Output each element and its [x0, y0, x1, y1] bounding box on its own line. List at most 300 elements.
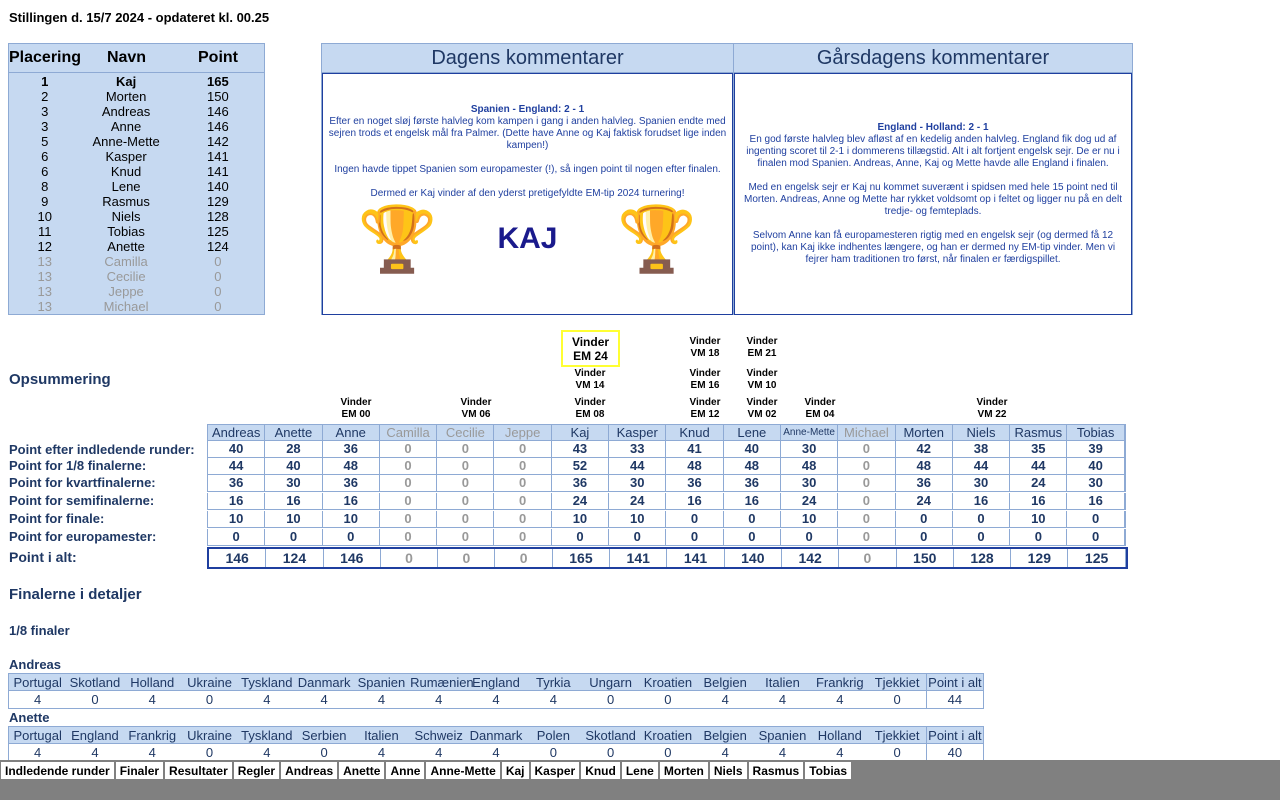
- sheet-tab-kasper[interactable]: Kasper: [530, 762, 581, 780]
- standings-name: Anne-Mette: [92, 134, 160, 149]
- summary-total-cell: 129: [1011, 549, 1068, 567]
- yesterdays-match: England - Holland: 2 - 1: [877, 122, 989, 133]
- details-points: 0: [549, 745, 557, 760]
- sheet-tab-rasmus[interactable]: Rasmus: [748, 762, 805, 780]
- standings-row: [9, 164, 264, 179]
- summary-cell: 41: [666, 441, 723, 457]
- summary-name: Niels: [953, 425, 1010, 440]
- winner-badge-knud-em12: [681, 397, 729, 421]
- standings-place: 6: [41, 149, 49, 164]
- summary-cell: 16: [953, 493, 1010, 509]
- details-points: 4: [435, 692, 443, 707]
- details-team: Tyskland: [241, 675, 293, 690]
- details-team: Holland: [130, 675, 175, 690]
- details-team: Spanien: [357, 675, 406, 690]
- summary-name: Morten: [896, 425, 953, 440]
- summary-cell: 16: [208, 493, 265, 509]
- details-points: 4: [91, 745, 99, 760]
- summary-cell: 0: [437, 529, 494, 545]
- standings-row: [9, 179, 264, 194]
- summary-cell: 0: [781, 529, 838, 545]
- details-points: 4: [778, 692, 787, 707]
- summary-cell: 0: [380, 458, 437, 474]
- col-point: Point: [198, 49, 238, 66]
- summary-cell: 0: [380, 475, 437, 491]
- summary-cell: 0: [494, 458, 551, 474]
- sheet-tabs: [0, 762, 852, 780]
- summary-cell: 39: [1067, 441, 1124, 457]
- details-points-row: [9, 691, 983, 708]
- standings-place: 9: [41, 194, 49, 209]
- details-points: 4: [549, 692, 557, 707]
- todays-match: Spanien - England: 2 - 1: [470, 104, 585, 115]
- details-points: 4: [721, 692, 729, 707]
- winner-tournament: EM 04: [805, 409, 835, 420]
- details-header-row: [9, 674, 983, 691]
- summary-cell: 48: [781, 458, 838, 474]
- details-team: Ungarn: [589, 675, 632, 690]
- standings-name: Jeppe: [108, 284, 144, 299]
- todays-comments-title: Dagens kommentarer: [322, 44, 733, 73]
- winner-tournament: EM 12: [690, 409, 720, 420]
- summary-cell: 44: [609, 458, 666, 474]
- details-player-name: Anette: [9, 710, 50, 725]
- summary-total-cell: 150: [897, 549, 954, 567]
- standings-points: 125: [207, 224, 229, 239]
- standings-name: Kaj: [115, 74, 137, 89]
- summary-cell: 0: [1010, 529, 1067, 545]
- standings-points: 0: [214, 299, 222, 314]
- summary-total-cell: 146: [324, 549, 381, 567]
- summary-row-label: Point for semifinalerne:: [9, 493, 155, 508]
- winner-label: Vinder: [746, 336, 778, 347]
- sheet-tab-anne[interactable]: Anne: [385, 762, 425, 780]
- standings-row: [9, 194, 264, 209]
- todays-comments-body: [322, 73, 733, 315]
- summary-total-cell: 0: [438, 549, 495, 567]
- summary-name: Anette: [265, 425, 322, 440]
- summary-cell: 30: [953, 475, 1010, 491]
- winner-badge-knud-vm18: [681, 336, 729, 360]
- summary-cell: 36: [666, 475, 723, 491]
- summary-cell: 0: [724, 511, 781, 527]
- winner-label: Vinder: [746, 368, 778, 379]
- summary-cell: 48: [666, 458, 723, 474]
- winner-tournament: VM 06: [461, 409, 491, 420]
- yesterdays-p3: Selvom Anne kan få europamesteren rigtig med en engelsk sejr (og dermed få 12 point), kan Kaj ikke indhentes længere, og han er dermed ny EM-tip vinder. Men vi fejrer ham traditionen tro først, når finalen er færdigspillet.: [750, 230, 1116, 265]
- trophy-icon: 🏆: [357, 203, 438, 275]
- summary-total-cell: 146: [209, 549, 266, 567]
- standings-row: [9, 299, 264, 314]
- summary-total-cell: 141: [610, 549, 667, 567]
- todays-p1: Efter en noget sløj første halvleg kom kampen i gang i anden halvleg. Spanien endte med sejren trods et engelsk mål fra Palmer. (Dette have Anne og Kaj faktisk forudset lige inden kampen!): [328, 116, 727, 151]
- details-points: 4: [721, 745, 729, 760]
- details-team: Skotland: [585, 728, 636, 743]
- summary-cell: 30: [781, 475, 838, 491]
- winner-label: Vinder: [804, 397, 836, 408]
- summary-cell: 16: [666, 493, 723, 509]
- summary-cell: 30: [265, 475, 322, 491]
- summary-total-cell: 125: [1068, 549, 1125, 567]
- summary-cell: 0: [1067, 529, 1124, 545]
- summary-total-cell: 128: [954, 549, 1011, 567]
- summary-name: Anne: [323, 425, 380, 440]
- summary-cell: 16: [265, 493, 322, 509]
- summary-cell: 10: [265, 511, 322, 527]
- standings-name: Anne: [110, 119, 142, 134]
- winner-tournament: EM 24: [573, 349, 608, 363]
- details-team: England: [71, 728, 119, 743]
- summary-cell: 48: [724, 458, 781, 474]
- standings-row: [9, 254, 264, 269]
- details-team: Danmark: [469, 728, 523, 743]
- standings-row: [9, 149, 264, 164]
- details-team: Italien: [765, 675, 800, 690]
- summary-name: Jeppe: [494, 425, 551, 440]
- sheet-tab-regler[interactable]: Regler: [233, 762, 280, 780]
- summary-cell: 10: [781, 511, 838, 527]
- summary-row-label: Point efter indledende runder:: [9, 442, 195, 457]
- summary-total-label: Point i alt:: [9, 549, 77, 565]
- details-team: Portugal: [13, 675, 62, 690]
- standings-points: 165: [207, 74, 229, 89]
- summary-cell: 0: [953, 529, 1010, 545]
- standings-row: [9, 89, 264, 104]
- summary-name: Tobias: [1067, 425, 1124, 440]
- summary-total-cell: 124: [266, 549, 323, 567]
- sheet-tab-niels[interactable]: Niels: [709, 762, 748, 780]
- summary-cell: 30: [609, 475, 666, 491]
- summary-cell: 40: [208, 441, 265, 457]
- summary-cell: 0: [666, 511, 723, 527]
- standings-name: Andreas: [101, 104, 151, 119]
- standings-points: 142: [207, 134, 229, 149]
- summary-cell: 0: [494, 475, 551, 491]
- summary-name: Rasmus: [1010, 425, 1067, 440]
- summary-name: Lene: [724, 425, 781, 440]
- standings-name: Lene: [111, 179, 141, 194]
- summary-cell: 40: [265, 458, 322, 474]
- winner-label: Vinder: [976, 397, 1008, 408]
- summary-title: Opsummering: [9, 371, 111, 388]
- status-line: Stillingen d. 15/7 2024 - opdateret kl. 00.25: [9, 10, 270, 25]
- winner-tournament: VM 22: [977, 409, 1007, 420]
- summary-cell: 0: [896, 511, 953, 527]
- summary-row-label: Point for finale:: [9, 511, 105, 526]
- details-points: 0: [320, 745, 328, 760]
- details-team: Rumænien: [410, 675, 474, 690]
- summary-name: Kaj: [552, 425, 609, 440]
- winner-badge-lene-vm10: [738, 368, 786, 392]
- standings-place: 1: [41, 74, 49, 89]
- summary-cell: 0: [437, 511, 494, 527]
- details-player-name: Andreas: [9, 657, 62, 672]
- standings-name: Cecilie: [106, 269, 146, 284]
- details-points: 4: [263, 692, 271, 707]
- details-points: 4: [778, 745, 787, 760]
- winner-tournament: VM 02: [747, 409, 777, 420]
- details-points: 4: [377, 692, 386, 707]
- summary-cell: 0: [437, 475, 494, 491]
- summary-total-cell: 0: [495, 549, 552, 567]
- summary-cell: 0: [838, 475, 895, 491]
- standings-points: 0: [214, 284, 222, 299]
- summary-row: [207, 511, 1126, 528]
- summary-cell: 24: [1010, 475, 1067, 491]
- sheet-tab-anne-mette[interactable]: Anne-Mette: [425, 762, 500, 780]
- summary-cell: 0: [838, 529, 895, 545]
- winner-badge-kaj-em08: [566, 397, 614, 421]
- details-points: 4: [492, 745, 500, 760]
- standings-row: [9, 134, 264, 149]
- details-points: 4: [320, 692, 328, 707]
- winner-badge-niels-vm22: [968, 397, 1016, 421]
- sheet-tab-tobias[interactable]: Tobias: [804, 762, 852, 780]
- standings-place: 13: [37, 269, 52, 284]
- summary-total-cell: 165: [553, 549, 610, 567]
- summary-cell: 0: [494, 441, 551, 457]
- sheet-tab-lene[interactable]: Lene: [621, 762, 659, 780]
- sheet-tab-bar: [0, 760, 1280, 800]
- standings-name: Niels: [111, 209, 141, 224]
- summary-cell: 0: [609, 529, 666, 545]
- standings-row: [9, 119, 264, 134]
- details-points: 4: [263, 745, 271, 760]
- details-team: Skotland: [69, 675, 121, 690]
- standings-points: 146: [207, 104, 229, 119]
- standings-points: 146: [207, 119, 229, 134]
- details-points: 4: [148, 745, 156, 760]
- summary-cell: 30: [781, 441, 838, 457]
- sheet-tab-kaj[interactable]: Kaj: [501, 762, 530, 780]
- summary-cell: 0: [380, 529, 437, 545]
- details-team: Kroatien: [643, 728, 693, 743]
- details-points: 0: [664, 692, 672, 707]
- details-points: 0: [205, 745, 214, 760]
- details-team: Tjekkiet: [874, 675, 920, 690]
- winner-badge-lene-em21: [738, 336, 786, 360]
- standings-place: 5: [41, 134, 49, 149]
- summary-cell: 36: [208, 475, 265, 491]
- winner-badge-andreas-em00: [332, 397, 380, 421]
- details-team: Frankrig: [815, 675, 864, 690]
- summary-cell: 16: [323, 493, 380, 509]
- summary-cell: 43: [552, 441, 609, 457]
- winner-tournament: VM 10: [747, 380, 777, 391]
- winner-label: Vinder: [571, 335, 610, 349]
- winner-badge-kaj-vm14: [566, 368, 614, 392]
- winner-celebration: [328, 204, 727, 274]
- details-team: Kroatien: [643, 675, 693, 690]
- summary-row: [207, 529, 1126, 546]
- details-subtitle: 1/8 finaler: [9, 623, 70, 638]
- winner-badge-kaj-em24: [561, 330, 620, 367]
- sheet-tab-anette[interactable]: Anette: [338, 762, 385, 780]
- details-points: 40: [926, 744, 983, 761]
- summary-cell: 38: [953, 441, 1010, 457]
- winner-label: Vinder: [689, 397, 721, 408]
- standings-name: Camilla: [104, 254, 148, 269]
- summary-row: [207, 493, 1126, 510]
- details-team: Ukraine: [187, 675, 232, 690]
- summary-cell: 0: [437, 458, 494, 474]
- standings-place: 13: [37, 284, 52, 299]
- details-points: 0: [893, 692, 901, 707]
- summary-cell: 0: [380, 441, 437, 457]
- standings-points: 141: [207, 164, 229, 179]
- details-team: Italien: [364, 728, 399, 743]
- details-team: Polen: [536, 728, 570, 743]
- winner-label: Vinder: [460, 397, 492, 408]
- summary-cell: 0: [838, 458, 895, 474]
- summary-cell: 35: [1010, 441, 1067, 457]
- summary-cell: 0: [552, 529, 609, 545]
- standings-place: 12: [37, 239, 52, 254]
- summary-cell: 24: [781, 493, 838, 509]
- sheet-tab-resultater[interactable]: Resultater: [164, 762, 233, 780]
- details-points: 4: [34, 692, 42, 707]
- standings-points: 150: [207, 89, 229, 104]
- details-title: Finalerne i detaljer: [9, 586, 142, 603]
- summary-cell: 0: [380, 493, 437, 509]
- details-points: 4: [492, 692, 500, 707]
- yesterdays-comments-body: [734, 73, 1132, 315]
- summary-cell: 0: [953, 511, 1010, 527]
- standings-rows: [9, 74, 264, 314]
- standings-points: 0: [214, 269, 222, 284]
- yesterdays-p1: En god første halvleg blev afløst af en kedelig anden halvleg. England fik dog ud af ingenting scoret til 2-1 i dommerens tillægstid. Alt i alt fortjent engelsk sejr. De er nu i finalen mod Spanien. Andreas, Anne, Kaj og Mette havde alle England i finalen.: [746, 134, 1120, 169]
- todays-p2: Ingen havde tippet Spanien som europamester (!), så ingen point til nogen efter finalen.: [334, 164, 721, 175]
- standings-place: 11: [37, 224, 52, 239]
- summary-cell: 36: [724, 475, 781, 491]
- standings-points: 124: [207, 239, 229, 254]
- summary-name: Andreas: [208, 425, 265, 440]
- details-team: Belgien: [703, 728, 747, 743]
- sheet-tab-indledende-runder[interactable]: Indledende runder: [0, 762, 115, 780]
- standings-place: 13: [37, 254, 52, 269]
- details-team: England: [472, 675, 520, 690]
- summary-cell: 0: [896, 529, 953, 545]
- standings-row: [9, 269, 264, 284]
- winner-badge-cecilie-vm06: [452, 397, 500, 421]
- details-points: 4: [148, 692, 156, 707]
- summary-cell: 16: [1010, 493, 1067, 509]
- summary-cell: 30: [1067, 475, 1124, 491]
- summary-cell: 0: [265, 529, 322, 545]
- standings-row: [9, 209, 264, 224]
- standings-place: 10: [37, 209, 52, 224]
- summary-total-cell: 0: [839, 549, 896, 567]
- summary-cell: 48: [896, 458, 953, 474]
- summary-cell: 36: [323, 441, 380, 457]
- standings-points: 141: [207, 149, 229, 164]
- standings-points: 128: [207, 209, 229, 224]
- standings-header: [9, 44, 264, 73]
- summary-name: Camilla: [380, 425, 437, 440]
- details-team: Frankrig: [128, 728, 177, 743]
- summary-cell: 44: [208, 458, 265, 474]
- details-points: 4: [836, 745, 844, 760]
- summary-row-label: Point for europamester:: [9, 529, 157, 544]
- summary-row: [207, 441, 1126, 458]
- standings-place: 6: [41, 164, 49, 179]
- details-team: Point i alt: [926, 727, 983, 743]
- summary-cell: 24: [896, 493, 953, 509]
- details-points: 4: [34, 745, 42, 760]
- summary-total-row: [207, 547, 1128, 569]
- standings-table: [8, 43, 265, 315]
- summary-name: Knud: [666, 425, 723, 440]
- summary-cell: 24: [552, 493, 609, 509]
- winner-tournament: EM 08: [575, 409, 605, 420]
- details-team: Serbien: [301, 728, 347, 743]
- summary-row: [207, 458, 1126, 475]
- sheet-tab-knud[interactable]: Knud: [580, 762, 621, 780]
- winner-tournament: EM 16: [690, 380, 720, 391]
- standings-place: 2: [41, 89, 49, 104]
- summary-cell: 36: [323, 475, 380, 491]
- winner-badge-annemette-em04: [796, 397, 844, 421]
- col-navn: Navn: [106, 49, 147, 66]
- summary-cell: 42: [896, 441, 953, 457]
- summary-cell: 0: [838, 511, 895, 527]
- summary-cell: 0: [494, 493, 551, 509]
- standings-name: Knud: [110, 164, 142, 179]
- sheet-tab-andreas[interactable]: Andreas: [280, 762, 338, 780]
- details-team: Tjekkiet: [874, 728, 920, 743]
- summary-cell: 0: [494, 529, 551, 545]
- details-header-row: [9, 727, 983, 744]
- summary-cell: 48: [323, 458, 380, 474]
- summary-cell: 40: [1067, 458, 1124, 474]
- sheet-tab-finaler[interactable]: Finaler: [115, 762, 164, 780]
- winner-tournament: EM 00: [341, 409, 371, 420]
- winner-tournament: VM 18: [690, 348, 720, 359]
- sheet-tab-morten[interactable]: Morten: [659, 762, 709, 780]
- details-points: 0: [607, 745, 615, 760]
- summary-name: Michael: [838, 425, 895, 440]
- details-team: Holland: [817, 728, 862, 743]
- summary-cell: 44: [953, 458, 1010, 474]
- summary-names-header: [207, 424, 1126, 441]
- details-points: 0: [664, 745, 672, 760]
- details-team: Ukraine: [187, 728, 232, 743]
- summary-cell: 16: [1067, 493, 1124, 509]
- standings-place: 3: [41, 119, 49, 134]
- details-points: 44: [926, 691, 983, 708]
- summary-cell: 0: [838, 493, 895, 509]
- winner-name: KAJ: [497, 222, 558, 255]
- yesterdays-comments-title: Gårsdagens kommentarer: [734, 44, 1132, 73]
- standings-points: 129: [207, 194, 229, 209]
- summary-row-label: Point for kvartfinalerne:: [9, 475, 156, 490]
- standings-row: [9, 239, 264, 254]
- summary-row-label: Point for 1/8 finalerne:: [9, 458, 147, 473]
- summary-cell: 10: [609, 511, 666, 527]
- winner-tournament: VM 14: [575, 380, 605, 391]
- summary-cell: 33: [609, 441, 666, 457]
- yesterdays-comments-panel: [733, 43, 1133, 315]
- standings-name: Anette: [107, 239, 145, 254]
- summary-total-cell: 0: [381, 549, 438, 567]
- standings-name: Kasper: [105, 149, 147, 164]
- summary-cell: 0: [437, 493, 494, 509]
- details-points: 0: [91, 692, 99, 707]
- details-table: [8, 673, 984, 709]
- details-team: Danmark: [297, 675, 351, 690]
- summary-total-cell: 140: [725, 549, 782, 567]
- winner-badge-knud-em16: [681, 368, 729, 392]
